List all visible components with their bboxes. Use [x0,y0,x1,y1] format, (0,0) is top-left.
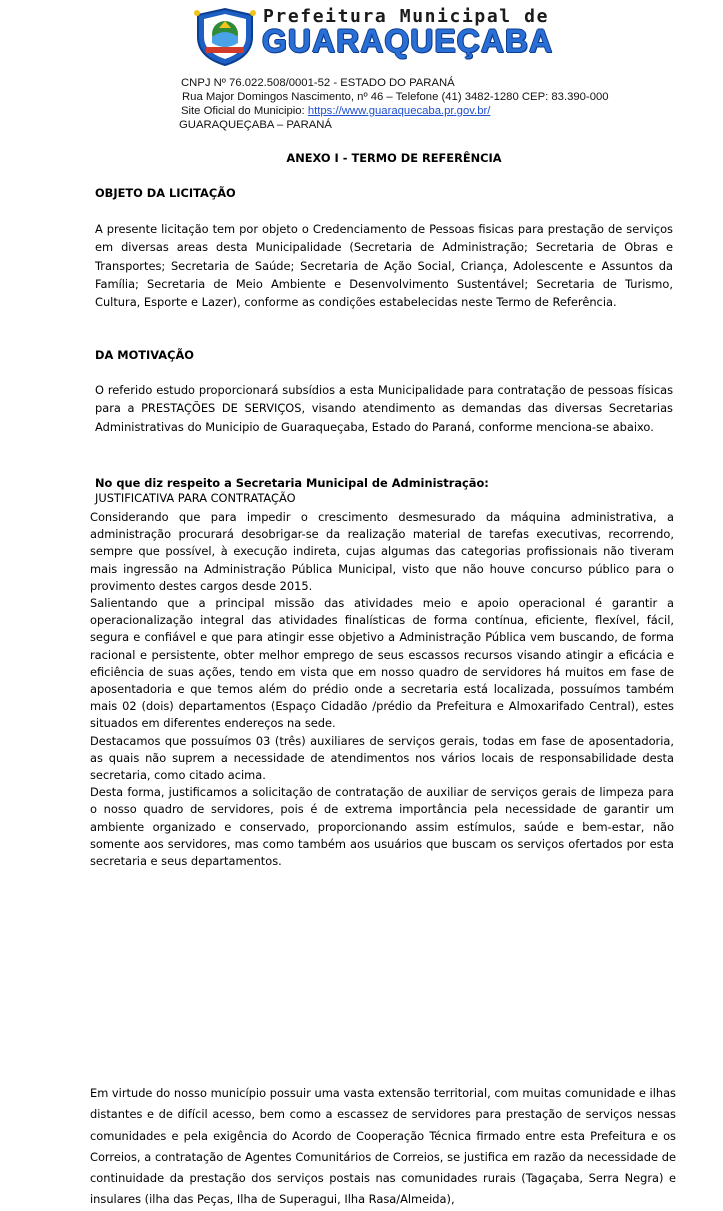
contact-block [181,76,609,132]
municipal-coat-of-arms-icon [192,7,258,67]
paragraph: Desta forma, justificamos a solicitação de contratação de auxiliar de serviços gerais de limpeza para o nosso quadro de servidores, pois é de extrema importância pela necessidade de garantir um ambiente organizado e conservado, proporcionando assim estímulos, saúde e bem-estar, não somente aos servidores, mas como também aos usuários que buscam os serviços ofertados por esta secretaria e seus departamentos. [90,785,674,869]
section-heading-motivacao: DA MOTIVAÇÃO [95,348,194,362]
brand-title: GUARAQUEÇABA [262,23,554,59]
section-heading-administracao: No que diz respeito a Secretaria Municipal de Administração: [95,476,489,490]
paragraph: Destacamos que possuímos 03 (três) auxiliares de serviços gerais, todas em fase de aposentadoria, as quais não suprem a necessidade de atendimentos nos vários locais de responsabilidade desta secretaria, como citado acima. [90,733,674,783]
justification-block [90,509,674,870]
section-heading-objeto: OBJETO DA LICITAÇÃO [95,186,236,200]
paragraph: Em virtude do nosso município possuir uma vasta extensão territorial, com muitas comunidade e ilhas distantes e de difícil acesso, bem como a escassez de servidores para prestação de serviços nessas comunidades e pela exigência do Acordo de Cooperação Técnica firmado entre esta Prefeitura e os Correios, a contratação de Agentes Comunitários de Correios, se justifica em razão da necessidade de continuidade da prestação dos serviços postais nas comunidades rurais (Tagaçaba, Serra Negra) e insulares (ilha das Peças, Ilha de Superagui, Ilha Rasa/Almeida), [90,1086,676,1207]
letterhead [0,0,723,140]
subheading-justificativa: JUSTIFICATIVA PARA CONTRATAÇÃO [95,491,296,505]
section-paragraph-objeto: A presente licitação tem por objeto o Credenciamento de Pessoas fisicas para prestação de serviços em diversas areas desta Municipalidade (Secretaria de Administração; Secretaria de Obras e Transportes; Secretaria de Saúde; Secretaria de Ação Social, Criança, Adolescente e Assuntos da Família; Secretaria de Meio Ambiente e Desenvolvimento Sustentável; Secretaria de Turismo, Cultura, Esporte e Lazer), conforme as condições estabelecidas neste Termo de Referência. [95,222,673,310]
brand-subtitle: Prefeitura Municipal de [263,6,550,27]
paragraph: Salientando que a principal missão das atividades meio e apoio operacional é garantir a operacionalização integral das atividades finalísticas de forma contínua, eficiente, flexível, fácil, segura e confiável e que para atingir esse objetivo a Administração Pública vem buscando, de forma racional e persistente, obter melhor emprego de seus escassos recursos visando atingir a eficácia e eficiência de suas ações, tendo em vista que em nosso quadro de servidores há muitos em fase de aposentadoria e que temos além do prédio onde a secretaria está localizada, possuímos também mais 02 (dois) departamentos (Espaço Cidadão /prédio da Prefeitura e Almoxarifado Central), estes situados em diferentes endereços na sede. [90,596,674,731]
correios-block [90,1083,676,1211]
paragraph: Considerando que para impedir o crescimento desmesurado da máquina administrativa, a administração procurará desobrigar-se da realização material de tarefas executivas, recorrendo, sempre que possível, à execução indireta, cujas algumas das categorias profissionais não tiveram mais ingressão na Administração Pública Municipal, visto que não houve concurso público para o provimento destes cargos desde 2015. [90,510,674,593]
address-line: Rua Major Domingos Nascimento, nº 46 – Telefone (41) 3482-1280 CEP: 83.390-000 [182,91,609,103]
document-title: ANEXO I - TERMO DE REFERÊNCIA [286,151,502,165]
site-link[interactable]: https://www.guaraquecaba.pr.gov.br/ [307,105,491,117]
section-paragraph-motivacao: O referido estudo proporcionará subsídios a esta Municipalidade para contratação de pessoas físicas para a PRESTAÇÕES DE SERVIÇOS, visando atendimento as demandas das diversas Secretarias Administrativas do Municipio de Guaraqueçaba, Estado do Paraná, conforme menciona-se abaixo. [95,383,673,434]
document-body [90,148,676,1207]
site-line [181,104,609,118]
city-line: GUARAQUEÇABA – PARANÁ [179,119,332,131]
cnpj-line: CNPJ Nº 76.022.508/0001-52 - ESTADO DO PARANÁ [181,77,455,89]
site-label: Site Oficial do Municipio: [181,105,308,117]
